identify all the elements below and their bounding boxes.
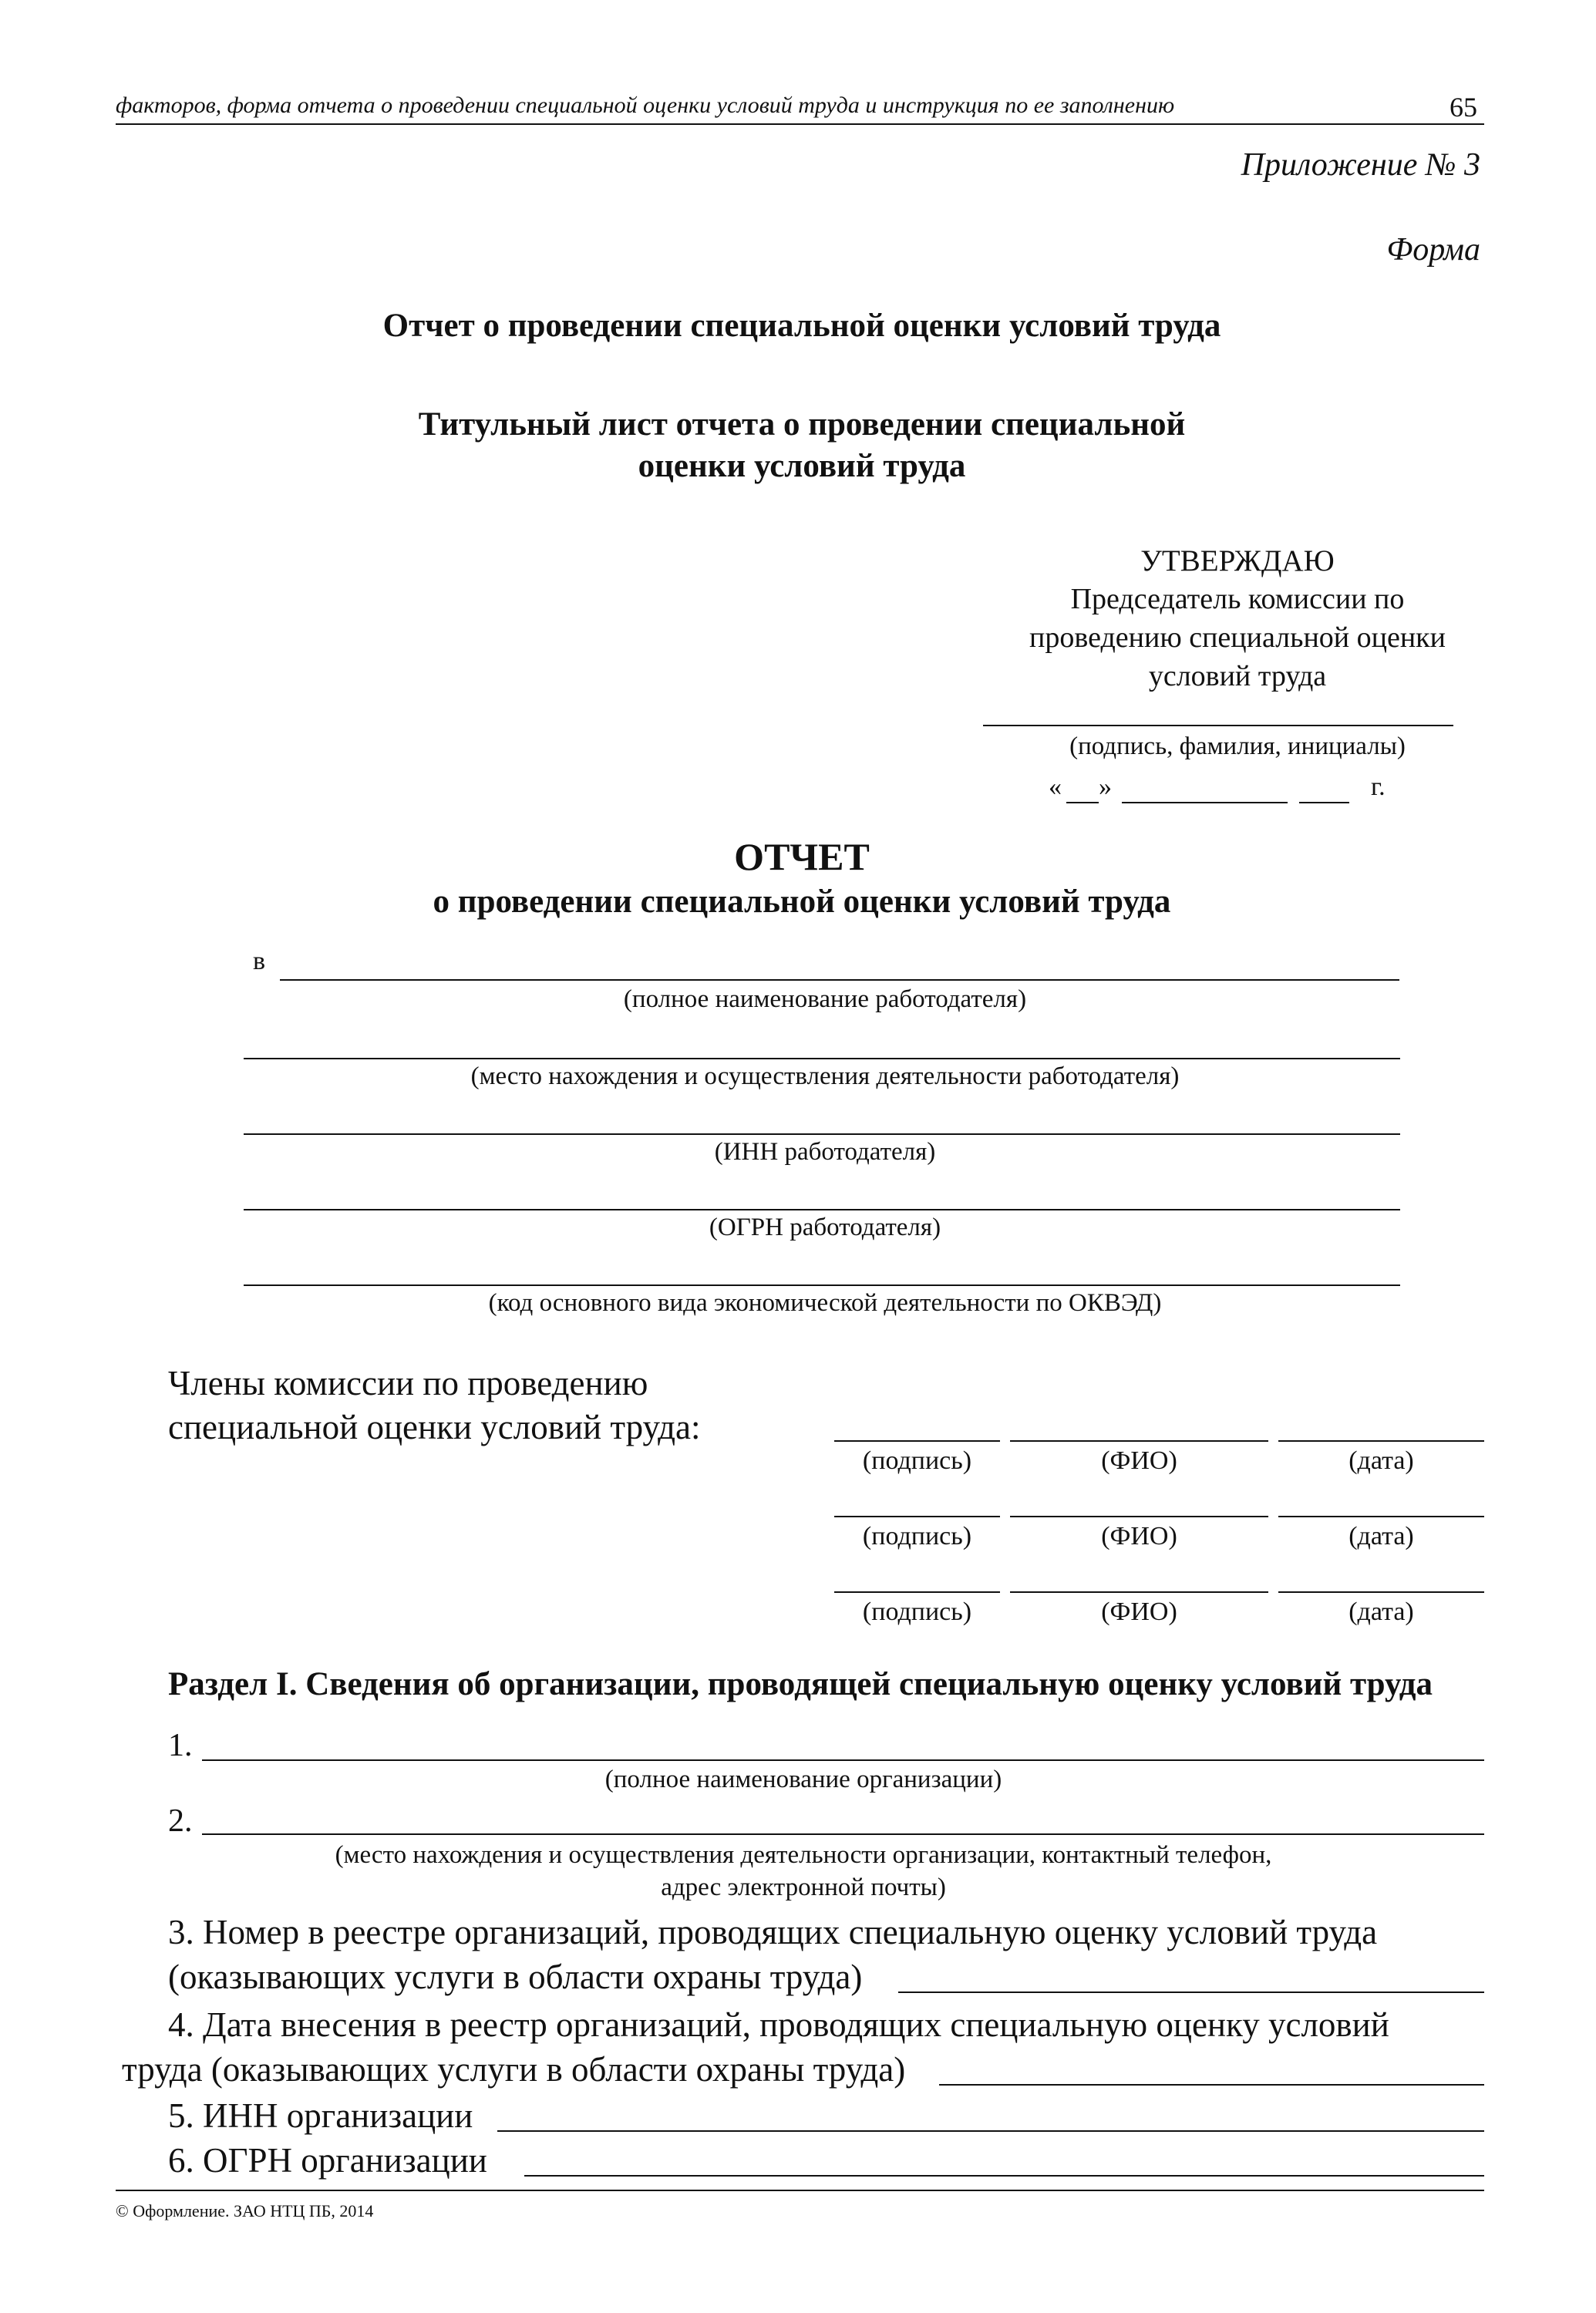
commission-date-line <box>1278 1440 1484 1442</box>
commission-name-line <box>1010 1516 1268 1517</box>
appendix-label: Приложение № 3 <box>1241 147 1480 183</box>
footer-rule <box>116 2190 1484 2191</box>
document-title: Отчет о проведении специальной оценки условий труда <box>382 308 1221 344</box>
item1-number: 1. <box>168 1728 193 1763</box>
date-month-line <box>1122 802 1288 803</box>
commission-sign-line <box>834 1440 1000 1442</box>
running-header: факторов, форма отчета о проведении специальной оценки условий труда и инструкция по ее заполнению <box>116 93 1175 118</box>
commission-name-caption: (ФИО) <box>1101 1446 1177 1475</box>
registry-number-line <box>898 1991 1484 1993</box>
item4-line1: 4. Дата внесения в реестр организаций, проводящих специальную оценку условий <box>168 2005 1389 2044</box>
date-day-line <box>1066 802 1099 803</box>
org-ogrn-line <box>524 2175 1484 2177</box>
date-year-line <box>1299 802 1349 803</box>
approve-line3: условий труда <box>1148 660 1327 692</box>
commission-name-line <box>1010 1591 1268 1593</box>
in-prefix: в <box>253 947 266 975</box>
item5-inn: 5. ИНН организации <box>168 2096 473 2135</box>
commission-sign-caption: (подпись) <box>862 1446 972 1475</box>
approve-line2: проведению специальной оценки <box>1029 621 1446 654</box>
employer-okved-caption: (код основного вида экономической деятельности по ОКВЭД) <box>488 1289 1162 1317</box>
org-location-caption-line1: (место нахождения и осуществления деятельности организации, контактный телефон, <box>335 1841 1272 1869</box>
item3-line1: 3. Номер в реестре организаций, проводящих специальную оценку условий труда <box>168 1913 1378 1951</box>
commission-label-line2: специальной оценки условий труда: <box>168 1408 701 1446</box>
employer-inn-line <box>244 1133 1400 1135</box>
employer-location-line <box>244 1058 1400 1059</box>
item4-line2: труда (оказывающих услуги в области охраны труда) <box>122 2050 906 2089</box>
commission-sign-caption: (подпись) <box>862 1522 972 1550</box>
title-page-heading-line2: оценки условий труда <box>638 448 966 484</box>
commission-name-caption: (ФИО) <box>1101 1522 1177 1550</box>
commission-sign-caption: (подпись) <box>862 1598 972 1626</box>
item6-ogrn: 6. ОГРН организации <box>168 2141 487 2180</box>
footer-copyright: © Оформление. ЗАО НТЦ ПБ, 2014 <box>116 2201 374 2220</box>
header-rule <box>116 123 1484 125</box>
report-subheading: о проведении специальной оценки условий труда <box>433 884 1171 920</box>
date-close-quote: » <box>1099 773 1112 801</box>
employer-okved-line <box>244 1284 1400 1286</box>
registry-date-line <box>939 2084 1484 2086</box>
commission-date-caption: (дата) <box>1349 1446 1414 1475</box>
commission-date-caption: (дата) <box>1349 1522 1414 1550</box>
date-open-quote: « <box>1049 773 1062 801</box>
commission-date-line <box>1278 1591 1484 1593</box>
commission-name-caption: (ФИО) <box>1101 1598 1177 1626</box>
item2-number: 2. <box>168 1803 193 1839</box>
org-inn-line <box>497 2130 1484 2132</box>
approve-line1: Председатель комиссии по <box>1070 583 1405 615</box>
org-name-line <box>202 1759 1484 1761</box>
section1-heading: Раздел I. Сведения об организации, проводящей специальную оценку условий труда <box>168 1666 1433 1702</box>
commission-name-line <box>1010 1440 1268 1442</box>
title-page-heading-line1: Титульный лист отчета о проведении специальной <box>418 406 1186 443</box>
employer-location-caption: (место нахождения и осуществления деятельности работодателя) <box>470 1062 1180 1090</box>
employer-name-caption: (полное наименование работодателя) <box>623 985 1027 1013</box>
commission-sign-line <box>834 1591 1000 1593</box>
employer-ogrn-line <box>244 1209 1400 1210</box>
org-location-caption-line2: адрес электронной почты) <box>661 1874 946 1901</box>
page-number: 65 <box>1450 92 1477 123</box>
item3-line2: (оказывающих услуги в области охраны труда) <box>168 1958 863 1996</box>
org-name-caption: (полное наименование организации) <box>604 1766 1002 1793</box>
date-year-suffix: г. <box>1371 773 1386 801</box>
employer-inn-caption: (ИНН работодателя) <box>714 1138 936 1166</box>
approve-signature-caption: (подпись, фамилия, инициалы) <box>1069 732 1406 760</box>
commission-label-line1: Члены комиссии по проведению <box>168 1364 648 1402</box>
commission-date-line <box>1278 1516 1484 1517</box>
commission-date-caption: (дата) <box>1349 1598 1414 1626</box>
employer-ogrn-caption: (ОГРН работодателя) <box>709 1214 941 1241</box>
employer-name-line <box>280 979 1399 981</box>
commission-sign-line <box>834 1516 1000 1517</box>
approve-heading: УТВЕРЖДАЮ <box>1140 544 1335 577</box>
org-location-line <box>202 1833 1484 1835</box>
approve-signature-line <box>983 725 1453 726</box>
report-heading: ОТЧЕТ <box>734 835 870 878</box>
form-label: Форма <box>1386 232 1480 268</box>
